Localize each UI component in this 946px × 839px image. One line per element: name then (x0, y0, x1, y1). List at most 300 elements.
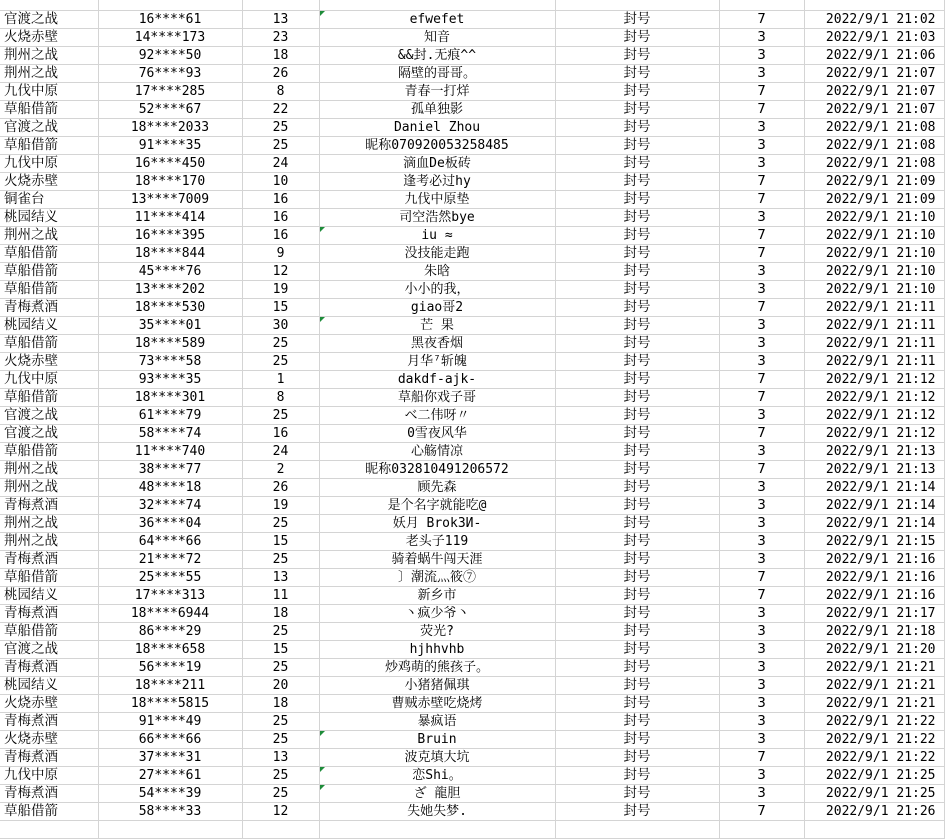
server-cell[interactable]: 官渡之战 (0, 118, 98, 136)
server-cell[interactable] (0, 820, 98, 838)
server-cell[interactable]: 青梅煮酒 (0, 658, 98, 676)
days-cell[interactable]: 3 (719, 406, 804, 424)
level-cell[interactable]: 13 (242, 748, 319, 766)
time-cell[interactable]: 2022/9/1 21:08 (804, 118, 944, 136)
time-cell[interactable]: 2022/9/1 21:25 (804, 784, 944, 802)
days-cell[interactable]: 7 (719, 748, 804, 766)
action-cell[interactable]: 封号 (555, 262, 719, 280)
time-cell[interactable]: 2022/9/1 21:17 (804, 604, 944, 622)
level-cell[interactable]: 25 (242, 406, 319, 424)
account-cell[interactable]: 45****76 (98, 262, 242, 280)
account-cell[interactable]: 17****285 (98, 82, 242, 100)
level-cell[interactable]: 18 (242, 694, 319, 712)
account-cell[interactable]: 56****19 (98, 658, 242, 676)
days-cell[interactable]: 3 (719, 28, 804, 46)
level-cell[interactable]: 19 (242, 496, 319, 514)
action-cell[interactable]: 封号 (555, 568, 719, 586)
server-cell[interactable]: 草船借箭 (0, 262, 98, 280)
server-cell[interactable]: 桃园结义 (0, 676, 98, 694)
time-cell[interactable]: 2022/9/1 21:13 (804, 442, 944, 460)
server-cell[interactable]: 草船借箭 (0, 334, 98, 352)
time-cell[interactable]: 2022/9/1 21:09 (804, 172, 944, 190)
time-cell[interactable]: 2022/9/1 21:07 (804, 82, 944, 100)
level-cell[interactable]: 25 (242, 784, 319, 802)
nickname-cell[interactable]: ざ 龍胆 (319, 784, 555, 802)
nickname-cell[interactable]: giao哥2 (319, 298, 555, 316)
time-cell[interactable]: 2022/9/1 21:07 (804, 100, 944, 118)
days-cell[interactable]: 3 (719, 532, 804, 550)
account-cell[interactable]: 13****7009 (98, 190, 242, 208)
nickname-cell[interactable]: &&封.无痕^^ (319, 46, 555, 64)
server-cell[interactable]: 官渡之战 (0, 640, 98, 658)
time-cell[interactable]: 2022/9/1 21:21 (804, 676, 944, 694)
time-cell[interactable]: 2022/9/1 21:11 (804, 352, 944, 370)
action-cell[interactable]: 封号 (555, 604, 719, 622)
days-cell[interactable]: 3 (719, 694, 804, 712)
time-cell[interactable]: 2022/9/1 21:12 (804, 406, 944, 424)
action-cell[interactable]: 封号 (555, 100, 719, 118)
days-cell[interactable]: 3 (719, 514, 804, 532)
level-cell[interactable]: 15 (242, 532, 319, 550)
server-cell[interactable]: 青梅煮酒 (0, 784, 98, 802)
nickname-cell[interactable]: 滴血De板砖 (319, 154, 555, 172)
server-cell[interactable]: 官渡之战 (0, 10, 98, 28)
days-cell[interactable]: 7 (719, 802, 804, 820)
nickname-cell[interactable]: 骑着蜗牛闯天涯 (319, 550, 555, 568)
level-cell[interactable]: 11 (242, 586, 319, 604)
action-cell[interactable]: 封号 (555, 244, 719, 262)
action-cell[interactable]: 封号 (555, 442, 719, 460)
account-cell[interactable]: 61****79 (98, 406, 242, 424)
account-cell[interactable]: 91****35 (98, 136, 242, 154)
time-cell[interactable]: 2022/9/1 21:12 (804, 424, 944, 442)
time-cell[interactable]: 2022/9/1 21:11 (804, 316, 944, 334)
server-cell[interactable]: 草船借箭 (0, 622, 98, 640)
time-cell[interactable]: 2022/9/1 21:20 (804, 640, 944, 658)
days-cell[interactable]: 3 (719, 730, 804, 748)
days-cell[interactable]: 3 (719, 640, 804, 658)
time-cell[interactable]: 2022/9/1 21:14 (804, 478, 944, 496)
account-cell[interactable]: 14****173 (98, 28, 242, 46)
days-cell[interactable]: 3 (719, 442, 804, 460)
action-cell[interactable]: 封号 (555, 208, 719, 226)
account-cell[interactable]: 11****414 (98, 208, 242, 226)
time-cell[interactable]: 2022/9/1 21:14 (804, 514, 944, 532)
nickname-cell[interactable]: 妖月 Brok3И- (319, 514, 555, 532)
server-cell[interactable]: 火烧赤壁 (0, 172, 98, 190)
nickname-cell[interactable]: 丶疯少爷丶 (319, 604, 555, 622)
time-cell[interactable]: 2022/9/1 21:11 (804, 334, 944, 352)
time-cell[interactable]: 2022/9/1 21:08 (804, 136, 944, 154)
time-cell[interactable]: 2022/9/1 21:26 (804, 802, 944, 820)
server-cell[interactable]: 草船借箭 (0, 100, 98, 118)
level-cell[interactable]: 25 (242, 766, 319, 784)
action-cell[interactable] (555, 0, 719, 10)
nickname-cell[interactable]: 司空浩然bye (319, 208, 555, 226)
server-cell[interactable]: 草船借箭 (0, 802, 98, 820)
account-cell[interactable]: 18****211 (98, 676, 242, 694)
level-cell[interactable]: 25 (242, 334, 319, 352)
account-cell[interactable]: 37****31 (98, 748, 242, 766)
level-cell[interactable] (242, 0, 319, 10)
days-cell[interactable]: 3 (719, 64, 804, 82)
server-cell[interactable]: 草船借箭 (0, 388, 98, 406)
nickname-cell[interactable]: 黑夜香烟 (319, 334, 555, 352)
nickname-cell[interactable]: 小小的我， (319, 280, 555, 298)
days-cell[interactable]: 3 (719, 262, 804, 280)
time-cell[interactable]: 2022/9/1 21:07 (804, 64, 944, 82)
server-cell[interactable]: 青梅煮酒 (0, 550, 98, 568)
nickname-cell[interactable]: dakdf-ajk- (319, 370, 555, 388)
days-cell[interactable]: 3 (719, 622, 804, 640)
account-cell[interactable]: 18****844 (98, 244, 242, 262)
action-cell[interactable]: 封号 (555, 190, 719, 208)
days-cell[interactable]: 3 (719, 334, 804, 352)
days-cell[interactable]: 3 (719, 208, 804, 226)
time-cell[interactable]: 2022/9/1 21:14 (804, 496, 944, 514)
nickname-cell[interactable]: 失她失梦. (319, 802, 555, 820)
account-cell[interactable]: 36****04 (98, 514, 242, 532)
level-cell[interactable]: 25 (242, 658, 319, 676)
nickname-cell[interactable]: 恋Shi。 (319, 766, 555, 784)
action-cell[interactable]: 封号 (555, 460, 719, 478)
action-cell[interactable]: 封号 (555, 766, 719, 784)
level-cell[interactable]: 25 (242, 622, 319, 640)
action-cell[interactable]: 封号 (555, 658, 719, 676)
days-cell[interactable]: 3 (719, 766, 804, 784)
level-cell[interactable]: 15 (242, 298, 319, 316)
account-cell[interactable]: 16****61 (98, 10, 242, 28)
action-cell[interactable]: 封号 (555, 46, 719, 64)
account-cell[interactable]: 54****39 (98, 784, 242, 802)
days-cell[interactable]: 7 (719, 388, 804, 406)
server-cell[interactable]: 青梅煮酒 (0, 604, 98, 622)
action-cell[interactable]: 封号 (555, 622, 719, 640)
time-cell[interactable]: 2022/9/1 21:10 (804, 244, 944, 262)
account-cell[interactable]: 18****301 (98, 388, 242, 406)
server-cell[interactable]: 火烧赤壁 (0, 28, 98, 46)
server-cell[interactable]: 九伐中原 (0, 370, 98, 388)
level-cell[interactable]: 25 (242, 550, 319, 568)
time-cell[interactable]: 2022/9/1 21:16 (804, 550, 944, 568)
action-cell[interactable]: 封号 (555, 586, 719, 604)
level-cell[interactable]: 9 (242, 244, 319, 262)
server-cell[interactable]: 九伐中原 (0, 766, 98, 784)
account-cell[interactable]: 73****58 (98, 352, 242, 370)
account-cell[interactable]: 13****202 (98, 280, 242, 298)
time-cell[interactable]: 2022/9/1 21:25 (804, 766, 944, 784)
time-cell[interactable]: 2022/9/1 21:10 (804, 262, 944, 280)
days-cell[interactable]: 7 (719, 82, 804, 100)
days-cell[interactable]: 3 (719, 550, 804, 568)
level-cell[interactable]: 16 (242, 424, 319, 442)
action-cell[interactable]: 封号 (555, 352, 719, 370)
server-cell[interactable]: 荆州之战 (0, 478, 98, 496)
server-cell[interactable]: 草船借箭 (0, 280, 98, 298)
days-cell[interactable] (719, 0, 804, 10)
days-cell[interactable] (719, 820, 804, 838)
level-cell[interactable] (242, 820, 319, 838)
level-cell[interactable]: 25 (242, 136, 319, 154)
days-cell[interactable]: 3 (719, 604, 804, 622)
action-cell[interactable]: 封号 (555, 712, 719, 730)
nickname-cell[interactable]: 逢考必过hy (319, 172, 555, 190)
server-cell[interactable]: 火烧赤壁 (0, 694, 98, 712)
days-cell[interactable]: 3 (719, 154, 804, 172)
level-cell[interactable]: 26 (242, 64, 319, 82)
server-cell[interactable]: 荆州之战 (0, 46, 98, 64)
days-cell[interactable]: 7 (719, 424, 804, 442)
level-cell[interactable]: 1 (242, 370, 319, 388)
account-cell[interactable]: 18****530 (98, 298, 242, 316)
account-cell[interactable]: 35****01 (98, 316, 242, 334)
server-cell[interactable]: 荆州之战 (0, 64, 98, 82)
server-cell[interactable]: 青梅煮酒 (0, 298, 98, 316)
days-cell[interactable]: 7 (719, 244, 804, 262)
action-cell[interactable]: 封号 (555, 478, 719, 496)
action-cell[interactable]: 封号 (555, 28, 719, 46)
days-cell[interactable]: 3 (719, 478, 804, 496)
nickname-cell[interactable]: 昵称032810491206572 (319, 460, 555, 478)
time-cell[interactable]: 2022/9/1 21:13 (804, 460, 944, 478)
nickname-cell[interactable] (319, 0, 555, 10)
time-cell[interactable]: 2022/9/1 21:02 (804, 10, 944, 28)
action-cell[interactable]: 封号 (555, 748, 719, 766)
time-cell[interactable]: 2022/9/1 21:16 (804, 568, 944, 586)
server-cell[interactable]: 桃园结义 (0, 586, 98, 604)
nickname-cell[interactable]: 顾先森 (319, 478, 555, 496)
level-cell[interactable]: 25 (242, 730, 319, 748)
account-cell[interactable] (98, 0, 242, 10)
nickname-cell[interactable]: iu ≈ (319, 226, 555, 244)
days-cell[interactable]: 7 (719, 172, 804, 190)
server-cell[interactable]: 荆州之战 (0, 514, 98, 532)
action-cell[interactable]: 封号 (555, 550, 719, 568)
level-cell[interactable]: 19 (242, 280, 319, 298)
level-cell[interactable]: 26 (242, 478, 319, 496)
action-cell[interactable]: 封号 (555, 424, 719, 442)
nickname-cell[interactable]: 暴疯语 (319, 712, 555, 730)
time-cell[interactable]: 2022/9/1 21:10 (804, 280, 944, 298)
account-cell[interactable]: 86****29 (98, 622, 242, 640)
nickname-cell[interactable]: 青春一打烊 (319, 82, 555, 100)
level-cell[interactable]: 13 (242, 568, 319, 586)
nickname-cell[interactable]: 孤单独影 (319, 100, 555, 118)
account-cell[interactable]: 92****50 (98, 46, 242, 64)
action-cell[interactable]: 封号 (555, 532, 719, 550)
account-cell[interactable]: 18****658 (98, 640, 242, 658)
nickname-cell[interactable]: 炒鸡萌的熊孩子。 (319, 658, 555, 676)
nickname-cell[interactable]: Bruin (319, 730, 555, 748)
action-cell[interactable]: 封号 (555, 640, 719, 658)
nickname-cell[interactable]: 曹贼赤壁吃烧烤 (319, 694, 555, 712)
action-cell[interactable]: 封号 (555, 10, 719, 28)
time-cell[interactable]: 2022/9/1 21:09 (804, 190, 944, 208)
level-cell[interactable]: 16 (242, 190, 319, 208)
level-cell[interactable]: 25 (242, 712, 319, 730)
days-cell[interactable]: 3 (719, 784, 804, 802)
account-cell[interactable]: 25****55 (98, 568, 242, 586)
time-cell[interactable]: 2022/9/1 21:03 (804, 28, 944, 46)
account-cell[interactable]: 16****450 (98, 154, 242, 172)
time-cell[interactable]: 2022/9/1 21:08 (804, 154, 944, 172)
time-cell[interactable]: 2022/9/1 21:22 (804, 730, 944, 748)
level-cell[interactable]: 8 (242, 82, 319, 100)
action-cell[interactable]: 封号 (555, 406, 719, 424)
days-cell[interactable]: 7 (719, 100, 804, 118)
action-cell[interactable]: 封号 (555, 172, 719, 190)
level-cell[interactable]: 18 (242, 46, 319, 64)
level-cell[interactable]: 18 (242, 604, 319, 622)
level-cell[interactable]: 10 (242, 172, 319, 190)
nickname-cell[interactable]: 波克填大坑 (319, 748, 555, 766)
level-cell[interactable]: 8 (242, 388, 319, 406)
account-cell[interactable]: 64****66 (98, 532, 242, 550)
nickname-cell[interactable]: ベ二伟呀〃 (319, 406, 555, 424)
nickname-cell[interactable]: 知音 (319, 28, 555, 46)
time-cell[interactable]: 2022/9/1 21:21 (804, 658, 944, 676)
time-cell[interactable]: 2022/9/1 21:11 (804, 298, 944, 316)
action-cell[interactable]: 封号 (555, 64, 719, 82)
nickname-cell[interactable]: 新乡市 (319, 586, 555, 604)
time-cell[interactable]: 2022/9/1 21:06 (804, 46, 944, 64)
nickname-cell[interactable]: 九伐中原垫 (319, 190, 555, 208)
account-cell[interactable] (98, 820, 242, 838)
nickname-cell[interactable]: 月华⁷斩魄 (319, 352, 555, 370)
account-cell[interactable]: 18****6944 (98, 604, 242, 622)
level-cell[interactable]: 13 (242, 10, 319, 28)
days-cell[interactable]: 3 (719, 496, 804, 514)
server-cell[interactable]: 青梅煮酒 (0, 496, 98, 514)
account-cell[interactable]: 52****67 (98, 100, 242, 118)
server-cell[interactable]: 草船借箭 (0, 568, 98, 586)
days-cell[interactable]: 3 (719, 118, 804, 136)
nickname-cell[interactable]: 是个名字就能吃@ (319, 496, 555, 514)
level-cell[interactable]: 25 (242, 118, 319, 136)
time-cell[interactable] (804, 0, 944, 10)
nickname-cell[interactable]: 老头子119 (319, 532, 555, 550)
time-cell[interactable]: 2022/9/1 21:22 (804, 748, 944, 766)
server-cell[interactable]: 青梅煮酒 (0, 712, 98, 730)
nickname-cell[interactable] (319, 820, 555, 838)
nickname-cell[interactable]: 草船你戏子哥 (319, 388, 555, 406)
level-cell[interactable]: 25 (242, 352, 319, 370)
action-cell[interactable]: 封号 (555, 784, 719, 802)
action-cell[interactable]: 封号 (555, 226, 719, 244)
days-cell[interactable]: 3 (719, 46, 804, 64)
level-cell[interactable]: 16 (242, 208, 319, 226)
nickname-cell[interactable]: 0雪夜风华 (319, 424, 555, 442)
time-cell[interactable]: 2022/9/1 21:16 (804, 586, 944, 604)
action-cell[interactable]: 封号 (555, 514, 719, 532)
nickname-cell[interactable]: Daniel Zhou (319, 118, 555, 136)
action-cell[interactable] (555, 820, 719, 838)
days-cell[interactable]: 7 (719, 298, 804, 316)
nickname-cell[interactable]: 心觞情凉 (319, 442, 555, 460)
server-cell[interactable]: 九伐中原 (0, 82, 98, 100)
nickname-cell[interactable]: efwefet (319, 10, 555, 28)
action-cell[interactable]: 封号 (555, 118, 719, 136)
time-cell[interactable]: 2022/9/1 21:15 (804, 532, 944, 550)
server-cell[interactable]: 铜雀台 (0, 190, 98, 208)
time-cell[interactable]: 2022/9/1 21:12 (804, 370, 944, 388)
account-cell[interactable]: 93****35 (98, 370, 242, 388)
server-cell[interactable]: 桃园结义 (0, 316, 98, 334)
account-cell[interactable]: 91****49 (98, 712, 242, 730)
account-cell[interactable]: 18****170 (98, 172, 242, 190)
days-cell[interactable]: 7 (719, 10, 804, 28)
server-cell[interactable]: 草船借箭 (0, 442, 98, 460)
nickname-cell[interactable]: 没技能走跑 (319, 244, 555, 262)
server-cell[interactable]: 火烧赤壁 (0, 730, 98, 748)
action-cell[interactable]: 封号 (555, 280, 719, 298)
account-cell[interactable]: 48****18 (98, 478, 242, 496)
time-cell[interactable]: 2022/9/1 21:21 (804, 694, 944, 712)
nickname-cell[interactable]: hjhhvhb (319, 640, 555, 658)
action-cell[interactable]: 封号 (555, 496, 719, 514)
account-cell[interactable]: 38****77 (98, 460, 242, 478)
action-cell[interactable]: 封号 (555, 802, 719, 820)
action-cell[interactable]: 封号 (555, 136, 719, 154)
account-cell[interactable]: 16****395 (98, 226, 242, 244)
days-cell[interactable]: 7 (719, 460, 804, 478)
server-cell[interactable] (0, 0, 98, 10)
level-cell[interactable]: 15 (242, 640, 319, 658)
action-cell[interactable]: 封号 (555, 676, 719, 694)
action-cell[interactable]: 封号 (555, 298, 719, 316)
days-cell[interactable]: 7 (719, 226, 804, 244)
level-cell[interactable]: 23 (242, 28, 319, 46)
nickname-cell[interactable]: 芒 果 (319, 316, 555, 334)
days-cell[interactable]: 3 (719, 316, 804, 334)
level-cell[interactable]: 2 (242, 460, 319, 478)
nickname-cell[interactable]: 朱晗 (319, 262, 555, 280)
account-cell[interactable]: 27****61 (98, 766, 242, 784)
server-cell[interactable]: 草船借箭 (0, 244, 98, 262)
action-cell[interactable]: 封号 (555, 388, 719, 406)
days-cell[interactable]: 7 (719, 190, 804, 208)
action-cell[interactable]: 封号 (555, 82, 719, 100)
days-cell[interactable]: 7 (719, 370, 804, 388)
days-cell[interactable]: 3 (719, 352, 804, 370)
level-cell[interactable]: 30 (242, 316, 319, 334)
server-cell[interactable]: 荆州之战 (0, 226, 98, 244)
time-cell[interactable]: 2022/9/1 21:10 (804, 226, 944, 244)
time-cell[interactable]: 2022/9/1 21:22 (804, 712, 944, 730)
account-cell[interactable]: 18****5815 (98, 694, 242, 712)
action-cell[interactable]: 封号 (555, 154, 719, 172)
account-cell[interactable]: 21****72 (98, 550, 242, 568)
account-cell[interactable]: 18****589 (98, 334, 242, 352)
account-cell[interactable]: 17****313 (98, 586, 242, 604)
server-cell[interactable]: 桃园结义 (0, 208, 98, 226)
days-cell[interactable]: 3 (719, 676, 804, 694)
action-cell[interactable]: 封号 (555, 694, 719, 712)
account-cell[interactable]: 18****2033 (98, 118, 242, 136)
level-cell[interactable]: 22 (242, 100, 319, 118)
server-cell[interactable]: 官渡之战 (0, 406, 98, 424)
days-cell[interactable]: 3 (719, 136, 804, 154)
server-cell[interactable]: 荆州之战 (0, 532, 98, 550)
account-cell[interactable]: 66****66 (98, 730, 242, 748)
time-cell[interactable] (804, 820, 944, 838)
nickname-cell[interactable]: 荧光? (319, 622, 555, 640)
days-cell[interactable]: 3 (719, 712, 804, 730)
level-cell[interactable]: 24 (242, 154, 319, 172)
days-cell[interactable]: 7 (719, 568, 804, 586)
action-cell[interactable]: 封号 (555, 334, 719, 352)
action-cell[interactable]: 封号 (555, 730, 719, 748)
